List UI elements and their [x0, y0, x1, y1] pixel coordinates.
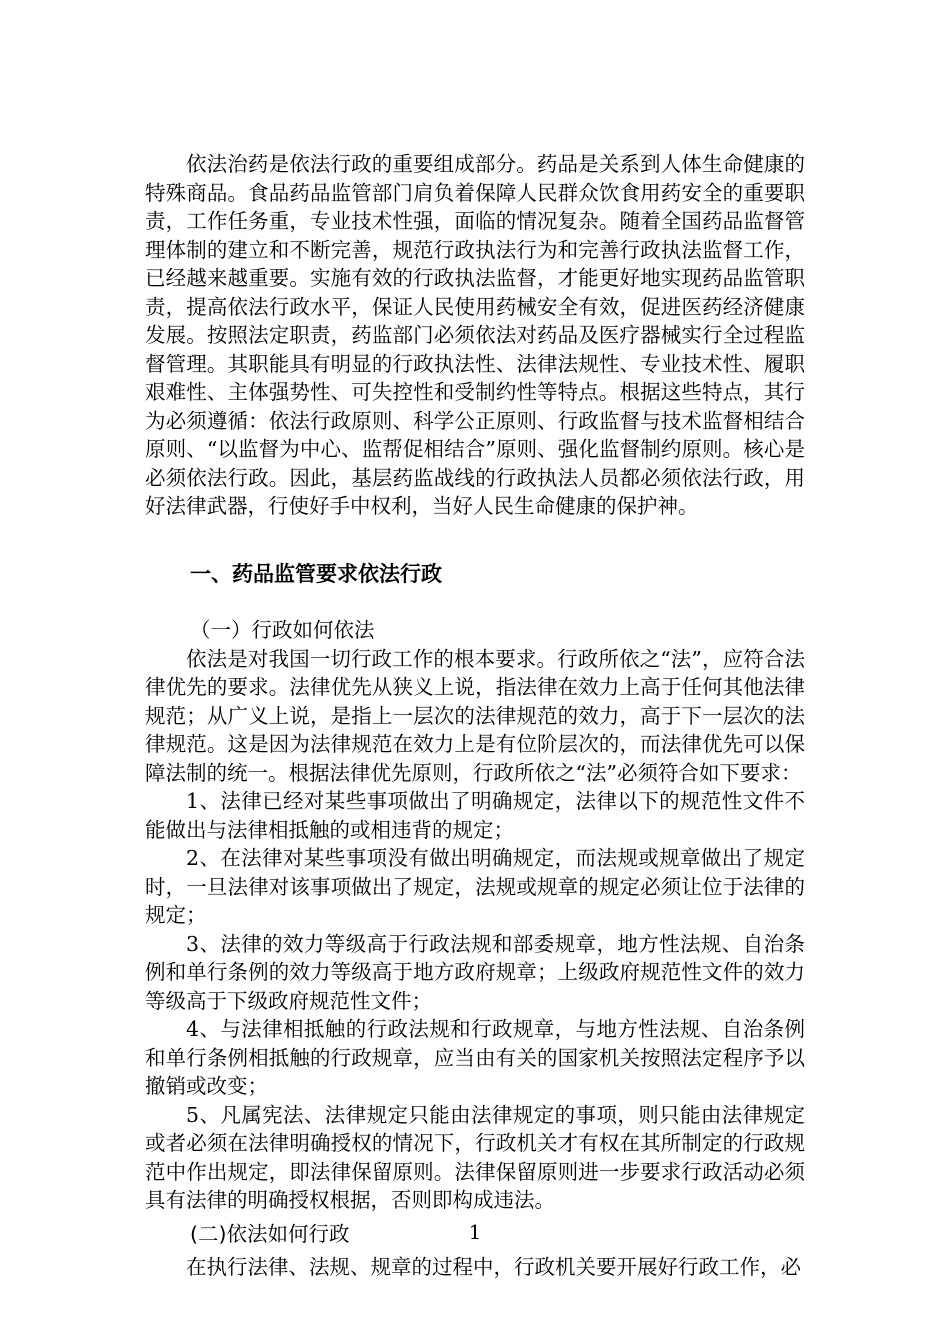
- spacer: [145, 521, 805, 539]
- list-item: 2、在法律对某些事项没有做出明确规定，而法规或规章做出了规定时，一旦法律对该事项做出了规定，法规或规章的规定必须让位于法律的规定；: [145, 846, 805, 927]
- document-body: [145, 150, 805, 1281]
- list-item: 4、与法律相抵触的行政法规和行政规章，与地方性法规、自治条例和单行条例相抵触的行政规章，应当由有关的国家机关按照法定程序予以撤销或改变；: [145, 1017, 805, 1098]
- section-heading: 一、药品监管要求依法行政: [190, 561, 442, 586]
- list-item: 3、法律的效力等级高于行政法规和部委规章，地方性法规、自治条例和单行条例的效力等级高于地方政府规章；上级政府规范性文件的效力等级高于下级政府规范性文件；: [145, 931, 805, 1013]
- body-paragraph: 依法是对我国一切行政工作的根本要求。行政所依之“法”，应符合法律优先的要求。法律优先从狭义上说，指法律在效力上高于任何其他法律规范；从广义上说，是指上一层次的法律规范的效力，高于下一层次的法律规范。这是因为法律规范在效力上是有位阶层次的，而法律优先可以保障法制的统一。根据法律优先原则，行政所依之“法”必须符合如下要求：: [145, 646, 805, 785]
- list-item: 5、凡属宪法、法律规定只能由法律规定的事项，则只能由法律规定或者必须在法律明确授权的情况下，行政机关才有权在其所制定的行政规范中作出规定，即法律保留原则。法律保留原则进一步要求行政活动必须具有法律的明确授权根据，否则即构成违法。: [145, 1102, 805, 1212]
- page-number: 1: [468, 1220, 482, 1244]
- subsection-heading-2: (二)依法如何行政: [190, 1221, 350, 1246]
- list-item: 1、法律已经对某些事项做出了明确规定，法律以下的规范性文件不能做出与法律相抵触的或相违背的规定；: [145, 789, 805, 842]
- body-paragraph: 在执行法律、法规、规章的过程中，行政机关要开展好行政工作，必: [186, 1254, 801, 1279]
- spacer: [145, 589, 805, 601]
- subsection-heading-1: （一）行政如何依法: [190, 617, 375, 642]
- intro-paragraph: 依法治药是依法行政的重要组成部分。药品是关系到人体生命健康的特殊商品。食品药品监管部门肩负着保障人民群众饮食用药安全的重要职责，工作任务重，专业技术性强，面临的情况复杂。随着全国药品监督管理体制的建立和不断完善，规范行政执法行为和完善行政执法监督工作，已经越来越重要。实施有效的行政执法监督，才能更好地实现药品监管职责，提高依法行政水平，保证人民使用药械安全有效，促进医药经济健康发展。按照法定职责，药监部门必须依法对药品及医疗器械实行全过程监督管理。其职能具有明显的行政执法性、法律法规性、专业技术性、履职艰难性、主体强势性、可失控性和受制约性等特点。根据这些特点，其行为必须遵循：依法行政原则、科学公正原则、行政监督与技术监督相结合原则、“以监督为中心、监帮促相结合”原则、强化监督制约原则。核心是必须依法行政。因此，基层药监战线的行政执法人员都必须依法行政，用好法律武器，行使好手中权利，当好人民生命健康的保护神。: [145, 152, 805, 518]
